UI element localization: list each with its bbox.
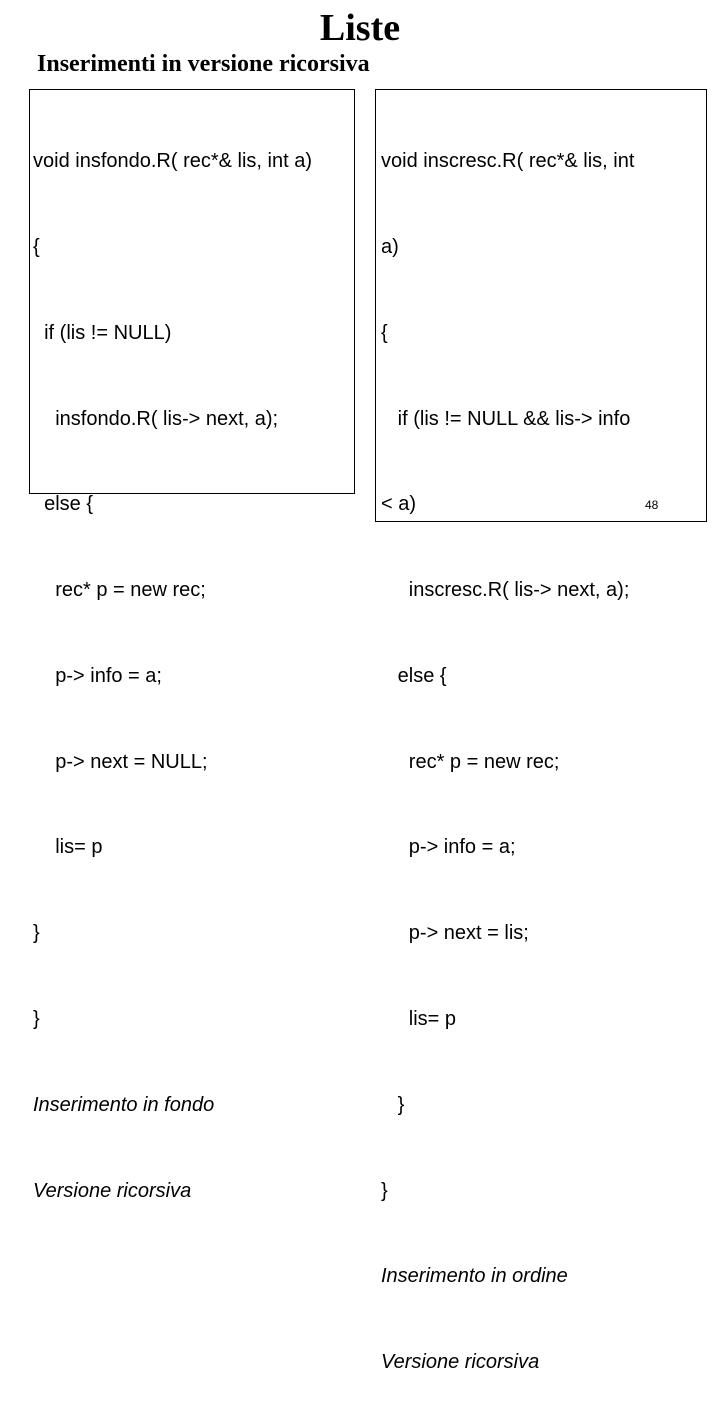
code-caption: Inserimento in ordine xyxy=(381,1265,568,1288)
code-line: < a) xyxy=(381,493,417,516)
code-line: { xyxy=(381,321,388,344)
code-line: insfondo.R( lis-> next, a); xyxy=(33,407,279,430)
code-line: if (lis != NULL) xyxy=(33,321,172,344)
code-caption: Versione ricorsiva xyxy=(33,1179,192,1202)
page-number: 48 xyxy=(645,498,659,512)
code-line: } xyxy=(33,922,40,945)
code-line: lis= p xyxy=(381,1008,457,1030)
code-line: } xyxy=(381,1093,405,1116)
code-line: else { xyxy=(381,664,447,687)
code-line: p-> next = NULL; xyxy=(33,750,208,773)
code-line: p-> info = a; xyxy=(381,836,516,859)
code-line: { xyxy=(33,235,40,258)
code-caption: Versione ricorsiva xyxy=(381,1351,540,1374)
code-line: rec* p = new rec; xyxy=(33,579,206,602)
code-line: } xyxy=(33,1008,40,1030)
code-line: if (lis != NULL && lis-> info xyxy=(381,407,631,430)
code-line: inscresc.R( lis-> next, a); xyxy=(381,579,630,602)
slide-title: Liste xyxy=(319,7,401,49)
code-line: a) xyxy=(381,235,399,258)
code-line: p-> info = a; xyxy=(33,664,162,687)
code-line: lis= p xyxy=(33,836,103,859)
code-caption: Inserimento in fondo xyxy=(33,1093,215,1116)
code-line: p-> next = lis; xyxy=(381,922,529,945)
code-line: rec* p = new rec; xyxy=(381,750,560,773)
code-line: void insfondo.R( rec*& lis, int a) xyxy=(33,150,313,173)
slide-subtitle: Inserimenti in versione ricorsiva xyxy=(37,51,370,77)
code-box-insfondo xyxy=(29,89,355,1202)
code-line: } xyxy=(381,1179,388,1202)
code-box-inscresc xyxy=(375,89,707,1374)
code-line: void inscresc.R( rec*& lis, int xyxy=(381,150,635,173)
code-line: else { xyxy=(33,493,94,516)
